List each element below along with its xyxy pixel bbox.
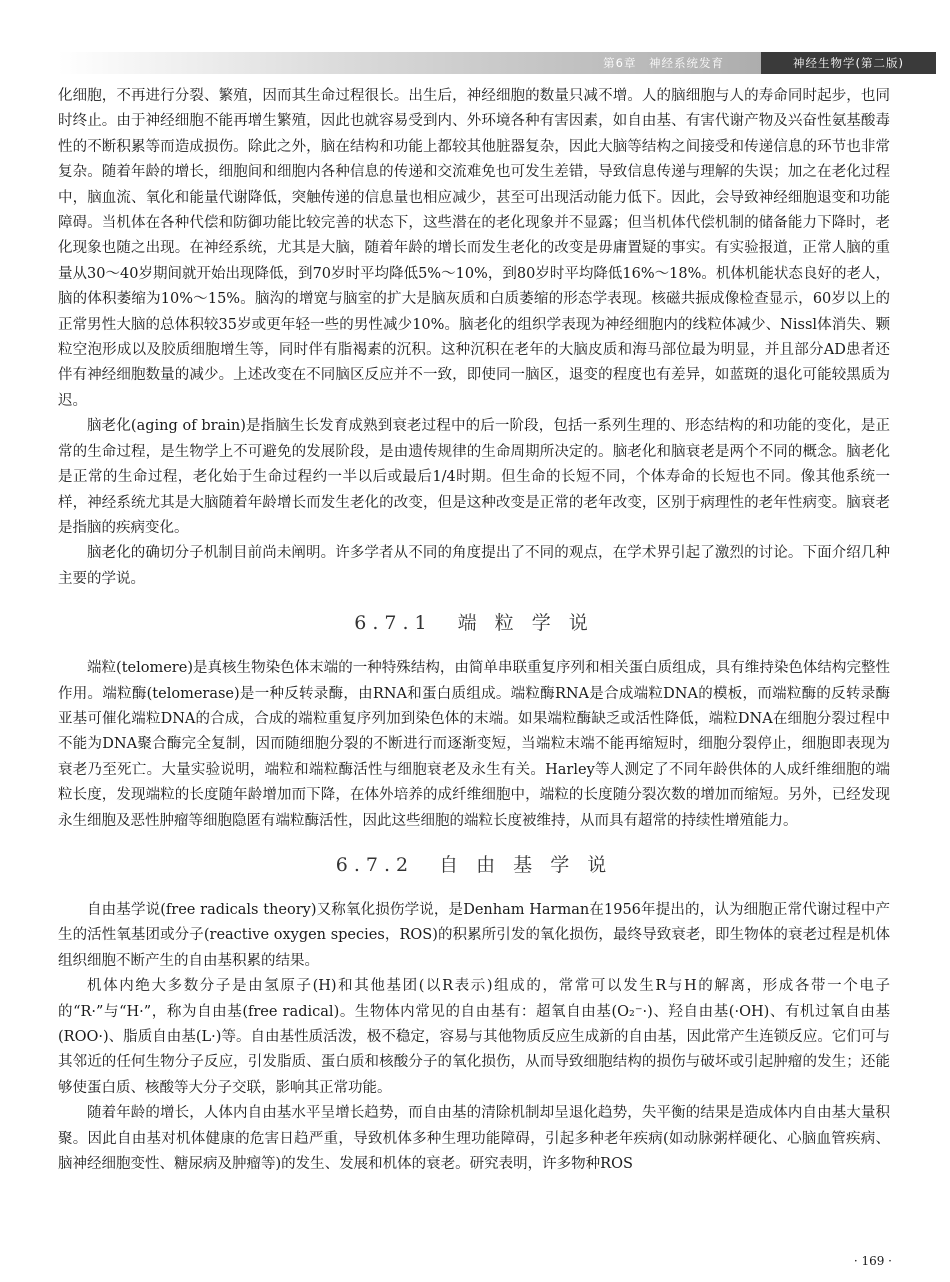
paragraph-free-radical-2: 机体内绝大多数分子是由氢原子(H)和其他基团(以R表示)组成的，常常可以发生R与H的解离，形成各带一个电子的“R·”与“H·”，称为自由基(free radical)。生物体内常见的自由基有：超氧自由基(O₂⁻·)、羟自由基(·OH)、有机过氧自由基(ROO·)、脂质自由基(L·)等。自由基性质活泼，极不稳定，容易与其他物质反应生成新的自由基，因此常产生连锁反应。它们可与其邻近的任何生物分子反应，引发脂质、蛋白质和核酸分子的氧化损伤，从而导致细胞结构的损伤与破坏或引起肿瘤的发生；还能够使蛋白质、核酸等大分子交联，影响其正常功能。: [58, 978, 890, 1096]
paragraph-intro-3: 脑老化的确切分子机制目前尚未阐明。许多学者从不同的角度提出了不同的观点，在学术界引起了激烈的讨论。下面介绍几种主要的学说。: [58, 545, 890, 587]
paragraph-telomere-1: 端粒(telomere)是真核生物染色体末端的一种特殊结构，由简单串联重复序列和相关蛋白质组成，具有维持染色体结构完整性作用。端粒酶(telomerase)是一种反转录酶，由RNA和蛋白质组成。端粒酶RNA是合成端粒DNA的模板，而端粒酶的反转录酶亚基可催化端粒DNA的合成，合成的端粒重复序列加到染色体的末端。如果端粒酶缺乏或活性降低，端粒DNA在细胞分裂过程中不能为DNA聚合酶完全复制，因而随细胞分裂的不断进行而逐渐变短，当端粒末端不能再缩短时，细胞分裂停止，细胞即表现为衰老乃至死亡。大量实验说明，端粒和端粒酶活性与细胞衰老及永生有关。Harley等人测定了不同年龄供体的人成纤维细胞的端粒长度，发现端粒的长度随年龄增加而下降，在体外培养的成纤维细胞中，端粒的长度随分裂次数的增加而缩短。另外，已经发现永生细胞及恶性肿瘤等细胞隐匿有端粒酶活性，因此这些细胞的端粒长度被维持，从而具有超常的持续性增殖能力。: [58, 660, 890, 829]
paragraph-intro-2: 脑老化(aging of brain)是指脑生长发育成熟到衰老过程中的后一阶段，包括一系列生理的、形态结构的和功能的变化，是正常的生命过程，是生物学上不可避免的发展阶段，是由遗传规律的生命周期所决定的。脑老化和脑衰老是两个不同的概念。脑老化是正常的生命过程，老化始于生命过程约一半以后或最后1/4时期。但生命的长短不同，个体寿命的长短也不同。像其他系统一样，神经系统尤其是大脑随着年龄增长而发生老化的改变，但是这种改变是正常的老年改变，区别于病理性的老年性病变。脑衰老是指脑的疾病变化。: [58, 418, 890, 536]
section-heading-telomere: 6.7.1 端 粒 学 说: [354, 612, 594, 635]
running-header: [58, 52, 936, 74]
page-number: · 169 ·: [853, 1254, 892, 1268]
section-heading-free-radical: 6.7.2 自 由 基 学 说: [335, 853, 613, 876]
paragraph-intro-1: 化细胞，不再进行分裂、繁殖，因而其生命过程很长。出生后，神经细胞的数量只减不增。人的脑细胞与人的寿命同时起步，也同时终止。由于神经细胞不能再增生繁殖，因此也就容易受到内、外环境各种有害因素，如自由基、有害代谢产物及兴奋性氨基酸毒性的不断积累等而造成损伤。除此之外，脑在结构和功能上都较其他脏器复杂，因此大脑等结构之间接受和传递信息的环节也非常复杂。随着年龄的增长，细胞间和细胞内各种信息的传递和交流难免也可发生差错，导致信息传递与理解的失误；加之在老化过程中，脑血流、氧化和能量代谢降低，突触传递的信息量也相应减少，甚至可出现活动能力低下。因此，会导致神经细胞退变和功能障碍。当机体在各种代偿和防御功能比较完善的状态下，这些潜在的老化现象并不显露；但当机体代偿机制的储备能力下降时，老化现象也随之出现。在神经系统，尤其是大脑，随着年龄的增长而发生老化的改变是毋庸置疑的事实。有实验报道，正常人脑的重量从30～40岁期间就开始出现降低，到70岁时平均降低5%～10%，到80岁时平均降低16%～18%。机体机能状态良好的老人，脑的体积萎缩为10%～15%。脑沟的增宽与脑室的扩大是脑灰质和白质萎缩的形态学表现。核磁共振成像检查显示，60岁以上的正常男性大脑的总体积较35岁或更年轻一些的男性减少10%。脑老化的组织学表现为神经细胞内的线粒体减少、Nissl体消失、颗粒空泡形成以及胶质细胞增生等，同时伴有脂褐素的沉积。这种沉积在老年的大脑皮质和海马部位最为明显，并且部分AD患者还伴有神经细胞数量的减少。上述改变在不同脑区反应并不一致，即使同一脑区，退变的程度也有差异，如蓝斑的退化可能较黑质为迟。: [58, 88, 890, 409]
header-chapter-title: 第6章 神经系统发育: [603, 56, 724, 70]
header-book-title: 神经生物学(第二版): [761, 52, 936, 74]
page-body: [58, 84, 890, 1177]
paragraph-free-radical-3: 随着年龄的增长，人体内自由基水平呈增长趋势，而自由基的清除机制却呈退化趋势，失平衡的结果是造成体内自由基大量积聚。因此自由基对机体健康的危害日趋严重，导致机体多种生理功能障碍，引起多种老年疾病(如动脉粥样硬化、心脑血管疾病、脑神经细胞变性、糖尿病及肿瘤等)的发生、发展和机体的衰老。研究表明，许多物种ROS: [58, 1105, 890, 1173]
paragraph-free-radical-1: 自由基学说(free radicals theory)又称氧化损伤学说，是Denham Harman在1956年提出的，认为细胞正常代谢过程中产生的活性氧基团或分子(reactive oxygen species，ROS)的积累所引发的氧化损伤，最终导致衰老，即生物体的衰老过程是机体组织细胞不断产生的自由基积累的结果。: [58, 901, 890, 969]
